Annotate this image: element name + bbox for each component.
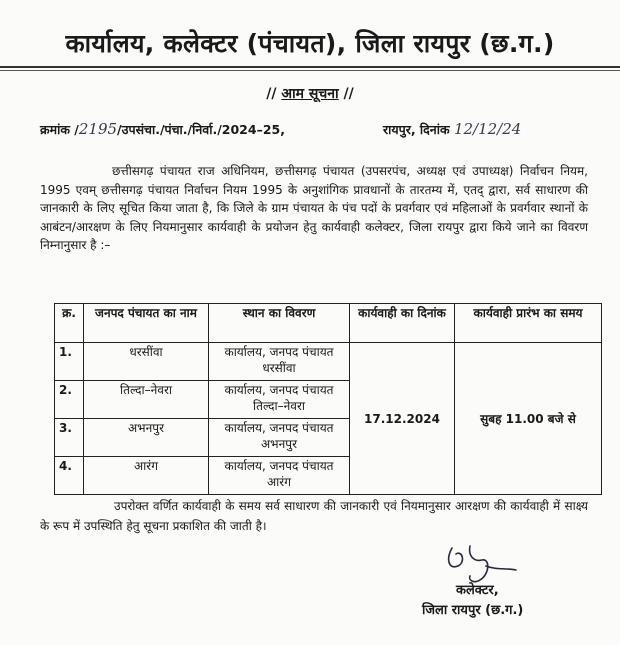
- schedule-table: [54, 303, 602, 495]
- reference-number: 2195: [78, 120, 118, 138]
- reference-code: उपसंचा./पंचा./निर्वा./2024–25,: [121, 122, 285, 137]
- office-title: कार्यालय, कलेक्टर (पंचायत), जिला रायपुर (छ.ग.): [65, 29, 555, 58]
- date-line: [383, 120, 521, 138]
- reference-line: क्रमांक /2195/उपसंचा./पंचा./निर्वा./2024–25,: [40, 120, 285, 138]
- row-janpad: तिल्दा–नेवरा: [84, 381, 209, 419]
- row-janpad: धरसींवा: [84, 343, 209, 381]
- row-place: कार्यालय, जनपद पंचायत तिल्दा–नेवरा: [209, 381, 350, 419]
- header-serial: क्र.: [55, 304, 84, 343]
- row-janpad: आरंग: [84, 457, 209, 495]
- header-janpad: जनपद पंचायत का नाम: [84, 304, 209, 343]
- row-num: 4.: [55, 457, 84, 495]
- table-header-row: [55, 304, 602, 343]
- signatory-district: जिला रायपुर (छ.ग.): [422, 603, 524, 618]
- title-rule-thin: [0, 70, 620, 71]
- handwritten-date: 12/12/24: [453, 120, 522, 138]
- place-date-label: रायपुर, दिनांक: [383, 122, 450, 137]
- row-place: कार्यालय, जनपद पंचायत आरंग: [209, 457, 350, 495]
- row-num: 3.: [55, 419, 84, 457]
- row-place: कार्यालय, जनपद पंचायत धरसींवा: [209, 343, 350, 381]
- footer-text: उपरोक्त वर्णित कार्यवाही के समय सर्व साधारण की जानकारी एवं नियमानुसार आरक्षण की कार्यवाही में साक्ष्य के रूप में उपस्थिति हेतु सूचना प्रकाशित की जाती है।: [40, 499, 588, 533]
- header-place: स्थान का विवरण: [209, 304, 350, 343]
- footer-paragraph: [40, 496, 588, 536]
- action-time: सुबह 11.00 बजे से: [455, 343, 602, 495]
- action-date: 17.12.2024: [350, 343, 455, 495]
- signatory-designation: कलेक्टर,: [456, 583, 499, 598]
- notice-heading: [0, 84, 620, 103]
- intro-text: छत्तीसगढ़ पंचायत राज अधिनियम, छत्तीसगढ़ पंचायत (उपसरपंच, अध्यक्ष एवं उपाध्यक्ष) निर्वाचन नियम, 1995 एवम् छत्तीसगढ़ पंचायत निर्वाचन नियम 1995 के अनुशांगिक प्रावधानों के तारतम्य में, एतद् द्वारा, सर्व साधारण की जानकारी के लिए सूचित किया जाता है, कि जिले के ग्राम पंचायत के पंच पदों के प्रवर्गवार एवं महिलाओं के प्रवर्गवार स्थानों के आबंटन/आरक्षण के लिए नियमानुसार कार्यवाही के प्रयोजन हेतु कार्यवाही कलेक्टर, जिला रायपुर द्वारा किये जाने का विवरण निम्नानुसार है :–: [40, 164, 588, 252]
- reference-label: क्रमांक: [40, 122, 70, 137]
- row-num: 2.: [55, 381, 84, 419]
- row-num: 1.: [55, 343, 84, 381]
- header-time: कार्यवाही प्रारंभ का समय: [455, 304, 602, 343]
- header-date: कार्यवाही का दिनांक: [350, 304, 455, 343]
- notice-prefix: //: [266, 86, 282, 102]
- notice-suffix: //: [338, 86, 354, 102]
- row-place: कार्यालय, जनपद पंचायत अभनपुर: [209, 419, 350, 457]
- table-row: [55, 343, 602, 381]
- row-janpad: अभनपुर: [84, 419, 209, 457]
- title-rule: [0, 66, 620, 68]
- notice-title: आम सूचना: [281, 86, 339, 102]
- intro-paragraph: [40, 162, 588, 255]
